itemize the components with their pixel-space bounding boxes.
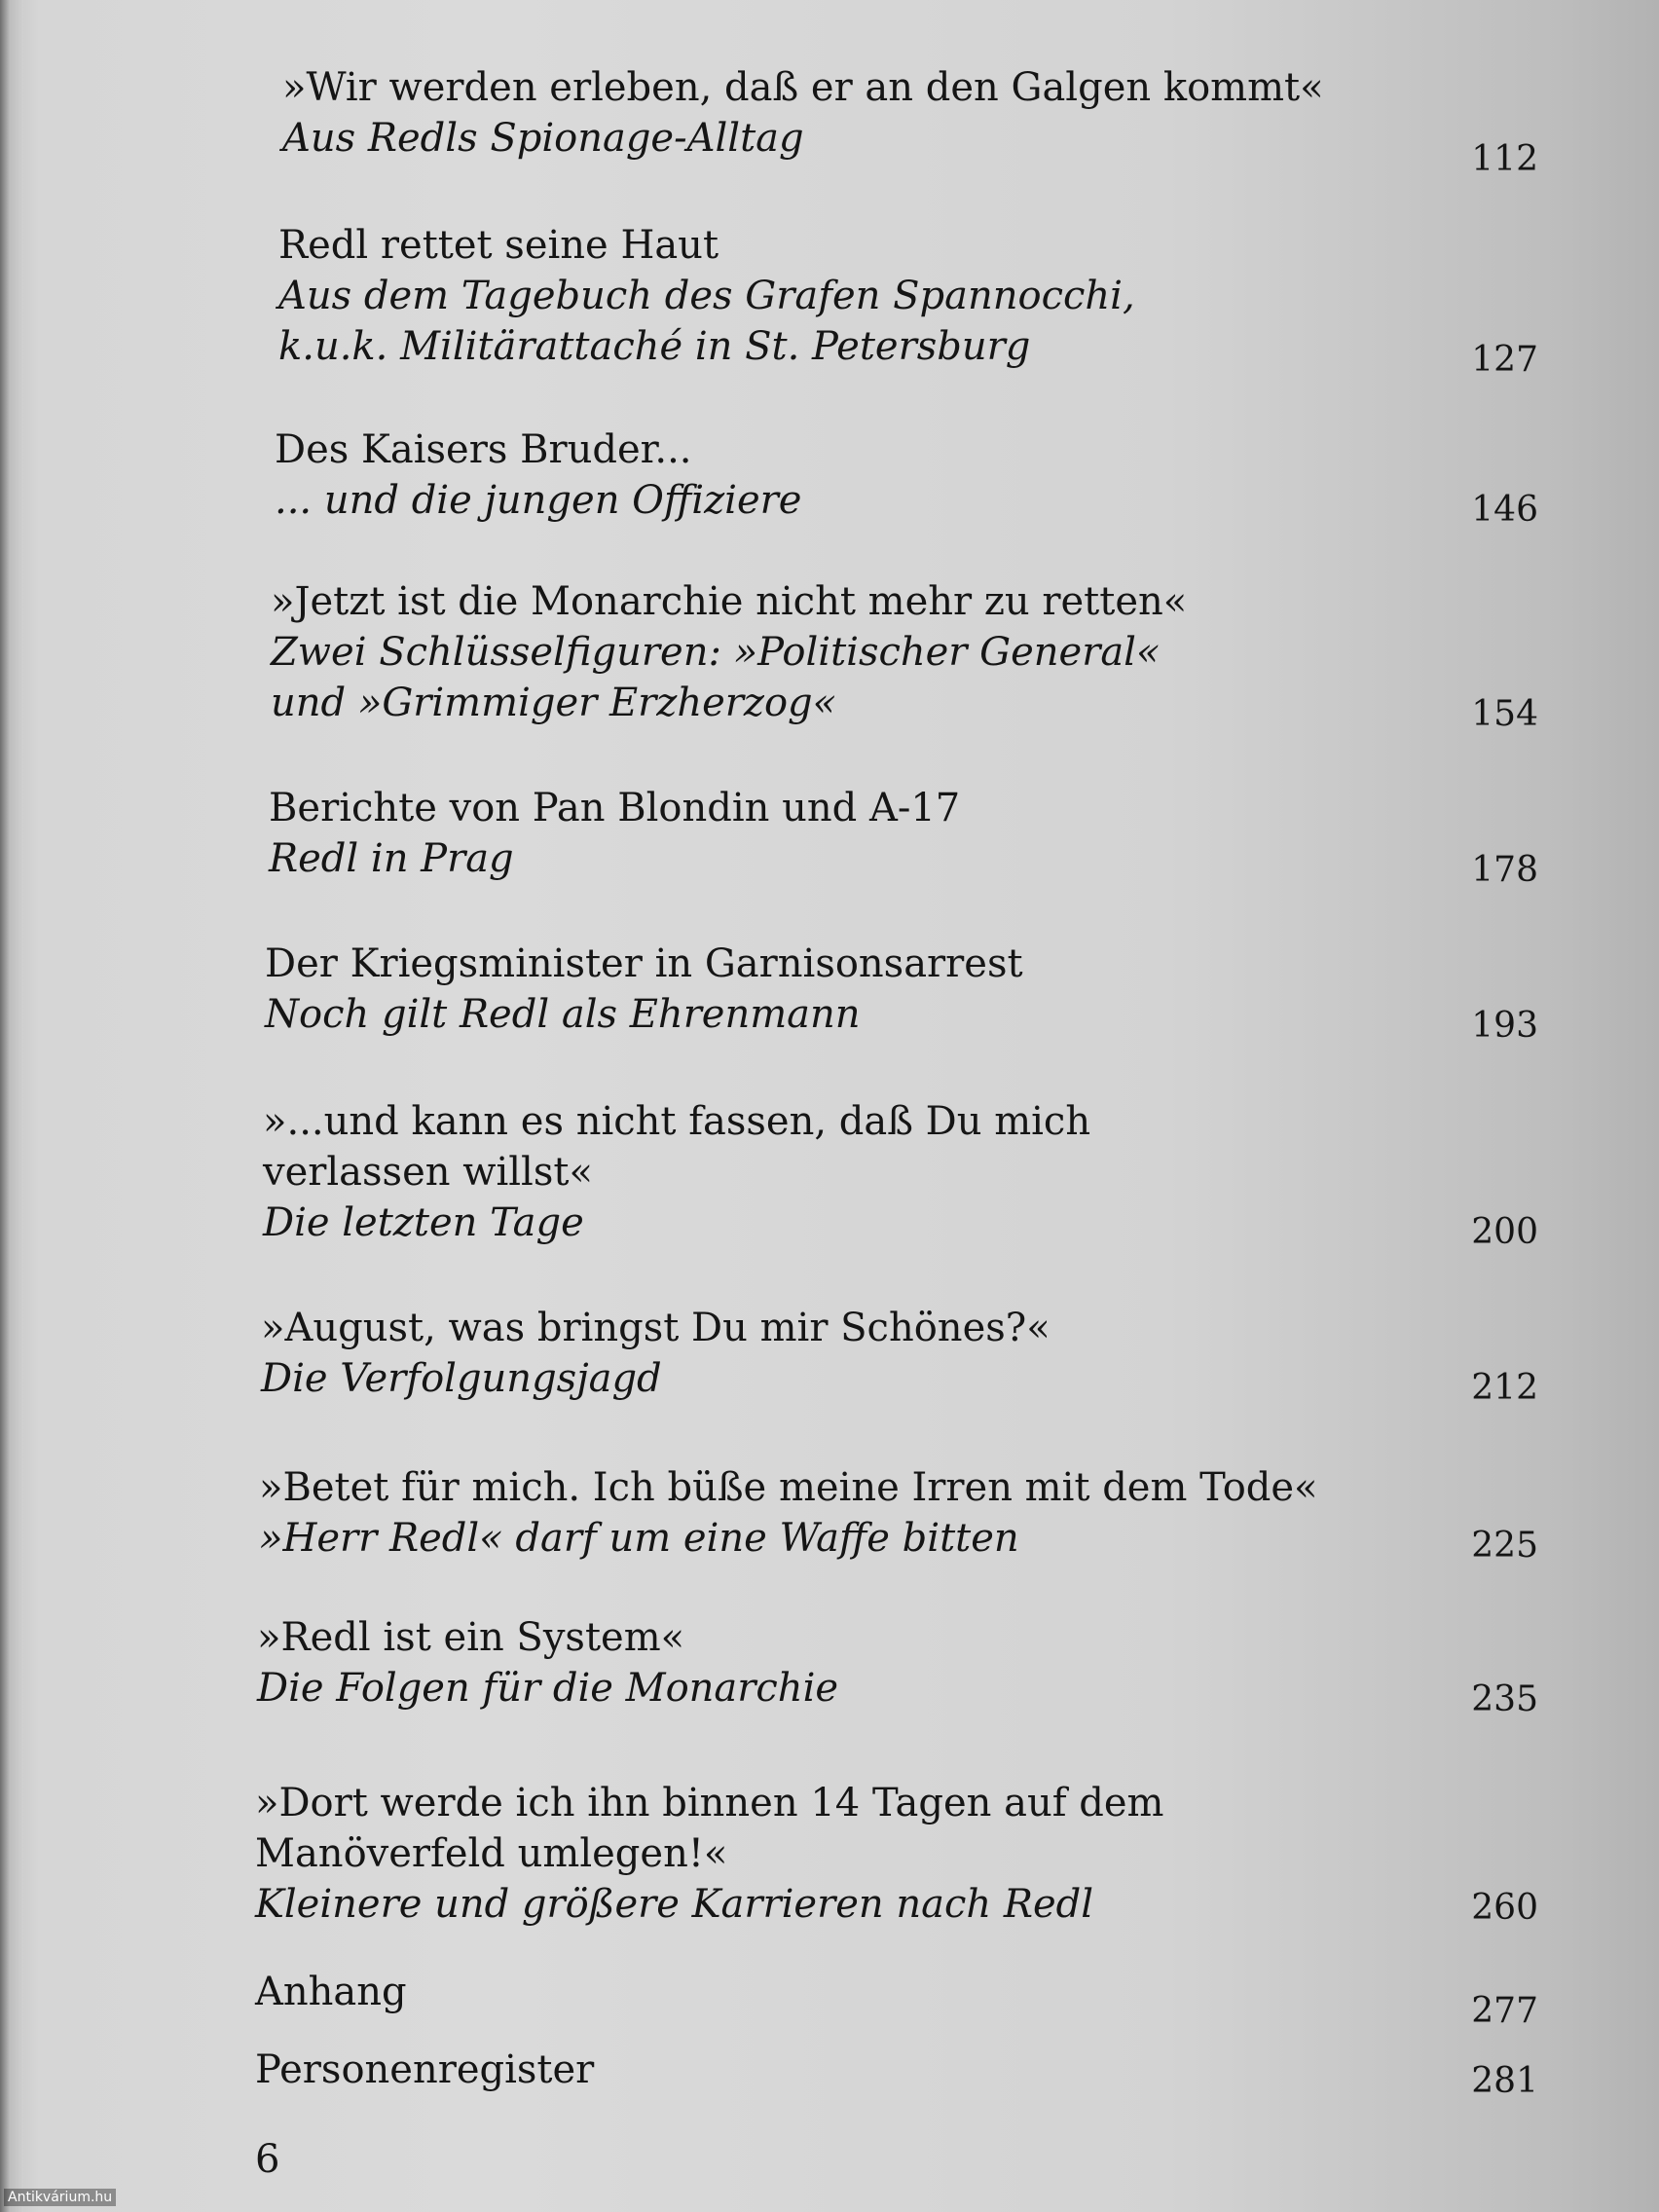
entry-subtitle: k.u.k. Militärattaché in St. Petersburg: [278, 324, 1031, 369]
entry-title: »August, was bringst Du mir Schönes?«: [261, 1306, 1051, 1350]
entry-subtitle: »Herr Redl« darf um eine Waffe bitten: [259, 1516, 1019, 1561]
entry-subtitle: Aus Redls Spionage-Alltag: [282, 116, 804, 161]
entry-title: Berichte von Pan Blondin und A-17: [269, 786, 961, 830]
page-number: 146: [1471, 490, 1538, 530]
page-number: 260: [1471, 1888, 1538, 1928]
entry-subtitle: Die Verfolgungsjagd: [261, 1356, 662, 1401]
entry-title: verlassen willst«: [263, 1150, 593, 1195]
page-number: 154: [1471, 694, 1538, 734]
entry-title: »Betet für mich. Ich büße meine Irren mit dem Tode«: [259, 1465, 1318, 1510]
entry-title: Personenregister: [255, 2047, 595, 2092]
page-number: 212: [1471, 1368, 1538, 1408]
entry-title: »...und kann es nicht fassen, daß Du mich: [263, 1099, 1091, 1144]
entry-subtitle: Aus dem Tagebuch des Grafen Spannocchi,: [278, 274, 1135, 318]
entry-subtitle: und »Grimmiger Erzherzog«: [271, 681, 837, 725]
entry-title: »Wir werden erleben, daß er an den Galgen kommt«: [282, 65, 1324, 110]
entry-subtitle: Die Folgen für die Monarchie: [257, 1666, 839, 1711]
page-number: 193: [1471, 1006, 1538, 1046]
entry-title: Der Kriegsminister in Garnisonsarrest: [265, 941, 1023, 986]
entry-subtitle: ... und die jungen Offiziere: [275, 478, 802, 523]
entry-title: »Dort werde ich ihn binnen 14 Tagen auf dem: [255, 1781, 1164, 1825]
entry-title: Manöverfeld umlegen!«: [255, 1831, 728, 1876]
toc-entry: [265, 939, 1647, 1040]
toc-entry: [255, 2045, 1638, 2095]
entry-subtitle: Kleinere und größere Karrieren nach Redl: [255, 1882, 1094, 1927]
page-number: 235: [1471, 1679, 1538, 1719]
page-number: 127: [1471, 340, 1538, 380]
watermark: Antikvárium.hu: [4, 2189, 116, 2206]
entry-subtitle: Die letzten Tage: [263, 1200, 584, 1245]
page-number: 225: [1471, 1526, 1538, 1566]
folio-page-number: 6: [255, 2137, 280, 2182]
entry-title: »Jetzt ist die Monarchie nicht mehr zu retten«: [271, 579, 1188, 624]
toc-entry: [263, 1096, 1645, 1248]
page-number: 178: [1471, 850, 1538, 890]
entry-subtitle: Redl in Prag: [269, 836, 514, 881]
toc-entry: [261, 1303, 1643, 1404]
entry-title: »Redl ist ein System«: [257, 1615, 685, 1660]
entry-subtitle: Noch gilt Redl als Ehrenmann: [265, 992, 861, 1037]
entry-title: Des Kaisers Bruder...: [275, 427, 692, 472]
toc-entry: [255, 1967, 1638, 2017]
toc-entry: [259, 1462, 1641, 1564]
entry-title: Redl rettet seine Haut: [278, 223, 719, 268]
page-number: 200: [1471, 1212, 1538, 1252]
page-number: 112: [1471, 139, 1538, 179]
page-number: 277: [1471, 1991, 1538, 2031]
toc-entry: [255, 1778, 1638, 1930]
toc-entry: [257, 1612, 1640, 1714]
page-number: 281: [1471, 2061, 1538, 2101]
entry-subtitle: Zwei Schlüsselfiguren: »Politischer General«: [271, 630, 1161, 675]
entry-title: Anhang: [255, 1970, 407, 2014]
